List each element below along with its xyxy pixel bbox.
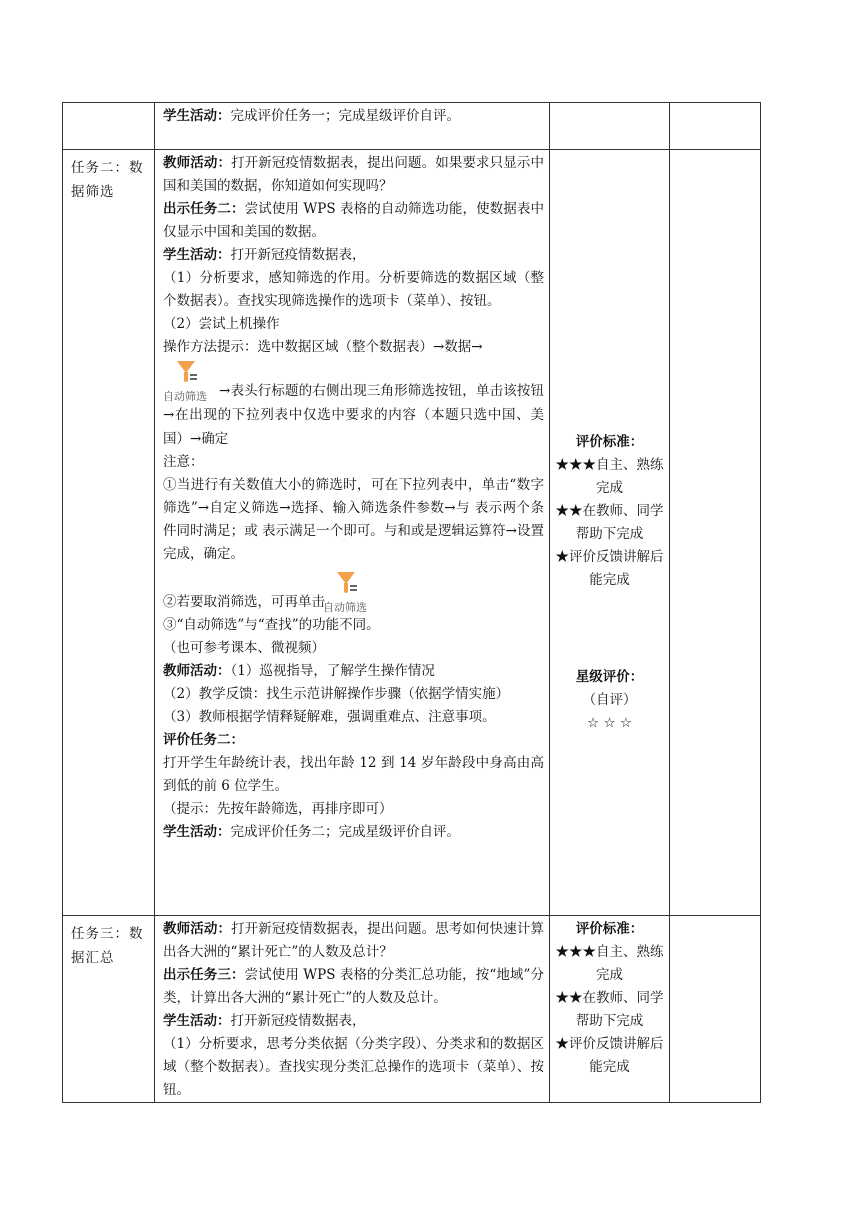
teacher-activity: 教师活动：（1）巡视指导，了解学生操作情况 [163, 663, 435, 679]
table-row [63, 103, 761, 150]
reference-text: （也可参考课本、微视频） [163, 640, 325, 656]
criteria-item: ★★在教师、同学帮助下完成 [555, 503, 664, 542]
teacher-activity: 教师活动：打开新冠疫情数据表，提出问题。思考如何快速计算出各大洲的“累计死亡”的人数及总计？ [163, 921, 545, 960]
task-title: 任务三：数据汇总 [71, 926, 144, 966]
notes-cell [670, 150, 761, 916]
notes-cell [670, 916, 761, 1103]
student-activity: 学生活动：打开新冠疫情数据表， [163, 247, 366, 263]
task-cell [63, 150, 155, 916]
eval-task-text: 打开学生年龄统计表，找出年龄 12 到 14 岁年龄段中身高由高到低的前 6 位学生。 [163, 755, 544, 794]
task-statement: 出示任务三：尝试使用 WPS 表格的分类汇总功能，按“地域”分类，计算出各大洲的“累计死亡”的人数及总计。 [163, 967, 545, 1006]
student-activity: 学生活动：打开新冠疫情数据表， [163, 1013, 366, 1029]
step-text: （1）分析要求，感知筛选的作用。分析要筛选的数据区域（整个数据表）。查找实现筛选操作的选项卡（菜单）、按钮。 [163, 270, 544, 309]
notes-cell [670, 103, 761, 150]
note-text: ②若要取消筛选，可再单击 自动筛选 [163, 570, 544, 614]
task-title: 任务二：数据筛选 [71, 160, 144, 200]
content-cell [155, 103, 550, 150]
table-row [63, 916, 761, 1103]
step-text: （2）尝试上机操作 [163, 316, 280, 332]
criteria-item: ★评价反馈讲解后能完成 [555, 549, 664, 588]
student-activity: 学生活动：完成评价任务二；完成星级评价自评。 [163, 824, 460, 840]
task-cell [63, 916, 155, 1103]
teacher-activity: 教师活动：打开新冠疫情数据表，提出问题。如果要求只显示中国和美国的数据，你知道如何实现吗？ [163, 155, 545, 194]
eval-cell [550, 916, 670, 1103]
note-text: ③“自动筛选”与“查找”的功能不同。 [163, 617, 380, 633]
table-row [63, 150, 761, 916]
criteria-title: 评价标准： [575, 434, 644, 450]
note-label: 注意： [163, 454, 204, 470]
star-title: 星级评价： [575, 669, 644, 685]
eval-cell [550, 150, 670, 916]
lesson-table [62, 102, 761, 1103]
star-rating: ☆ ☆ ☆ [587, 715, 632, 731]
auto-filter-icon: 自动筛选 [163, 359, 219, 403]
content-cell [155, 150, 550, 916]
eval-hint: （提示：先按年龄筛选，再排序即可） [163, 801, 393, 817]
star-self: （自评） [582, 692, 637, 708]
note-text: ①当进行有关数值大小的筛选时，可在下拉列表中，单击“数字筛选”→自定义筛选→选择、输入筛选条件参数→与 表示两个条件同时满足；或 表示满足一个即可。与和或是逻辑运算符→设置完成，确定。 [163, 477, 544, 562]
auto-filter-icon: 自动筛选 [323, 570, 379, 614]
content-cell [155, 916, 550, 1103]
method-text: 操作方法提示：选中数据区域（整个数据表）→数据→ [163, 339, 483, 355]
eval-cell [550, 103, 670, 150]
criteria-title: 评价标准： [575, 921, 644, 937]
criteria-item: ★★★自主、熟练完成 [555, 457, 664, 496]
feedback-text: （3）教师根据学情释疑解难，强调重难点、注意事项。 [163, 709, 496, 725]
task-cell [63, 103, 155, 150]
criteria-item: ★★★自主、熟练完成 [555, 944, 664, 983]
eval-task-label: 评价任务二： [163, 732, 244, 748]
method-continue: 自动筛选 →表头行标题的右侧出现三角形筛选按钮，单击该按钮→在出现的下拉列表中仅选中要求的内容（本题只选中国、美国）→确定 [163, 359, 544, 451]
task-statement: 出示任务二：尝试使用 WPS 表格的自动筛选功能，使数据表中仅显示中国和美国的数据。 [163, 201, 544, 240]
step-text: （1）分析要求，思考分类依据（分类字段）、分类求和的数据区域（整个数据表）。查找实现分类汇总操作的选项卡（菜单）、按钮。 [163, 1036, 544, 1098]
criteria-item: ★★在教师、同学帮助下完成 [555, 990, 664, 1029]
feedback-text: （2）教学反馈：找生示范讲解操作步骤（依据学情实施） [163, 686, 510, 702]
criteria-item: ★评价反馈讲解后能完成 [555, 1036, 664, 1075]
student-activity: 学生活动：完成评价任务一；完成星级评价自评。 [163, 108, 460, 124]
